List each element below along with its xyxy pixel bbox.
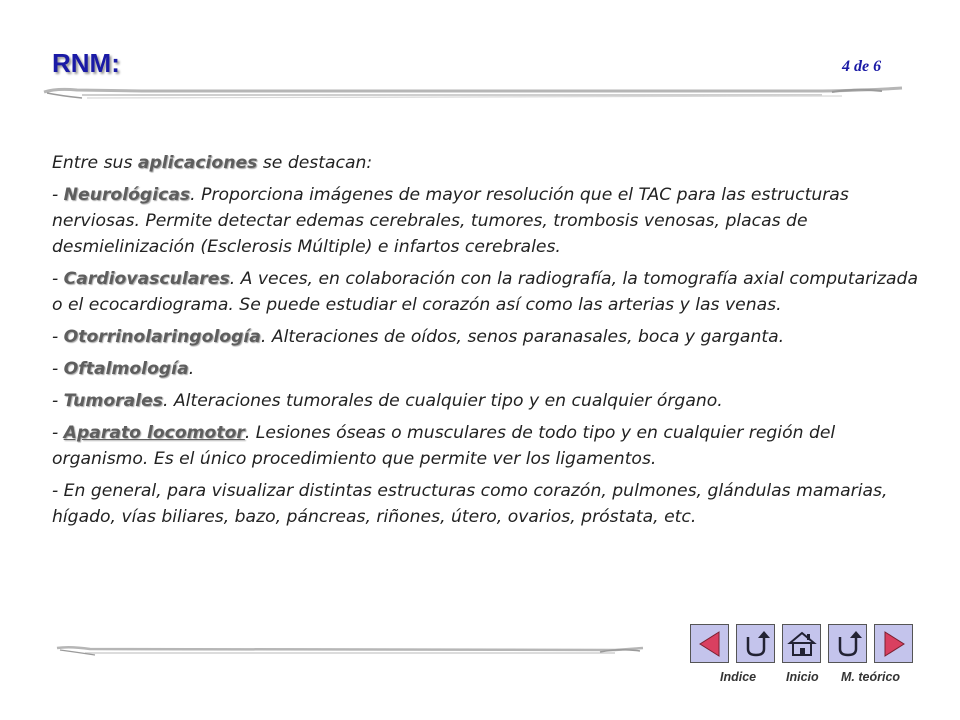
indice-link[interactable]: Indice bbox=[720, 670, 757, 684]
intro-highlight: aplicaciones bbox=[137, 153, 258, 173]
indice-button[interactable] bbox=[736, 624, 775, 663]
item-label: Oftalmología bbox=[63, 359, 189, 379]
item-cardiovasculares bbox=[52, 266, 922, 318]
item-text: . Lesiones óseas o musculares de todo tipo y en cualquier región del organismo. Es el único procedimiento que permite ver los ligamentos. bbox=[52, 423, 836, 469]
item-dash: - bbox=[52, 423, 64, 443]
item-label: Otorrinolaringología bbox=[63, 327, 261, 347]
arrow-left-icon bbox=[695, 629, 725, 659]
teorico-button[interactable] bbox=[828, 624, 867, 663]
item-label: Tumorales bbox=[63, 391, 163, 411]
page-indicator: 4 de 6 bbox=[842, 58, 882, 75]
item-text: . Alteraciones de oídos, senos paranasales, boca y garganta. bbox=[260, 327, 785, 347]
inicio-link[interactable]: Inicio bbox=[786, 670, 819, 684]
item-text: . A veces, en colaboración con la radiografía, la tomografía axial computarizada o el ecocardiograma. Se puede estudiar el corazón así como las arterias y las venas. bbox=[52, 269, 918, 315]
item-dash: - bbox=[52, 359, 64, 379]
item-neurologicas bbox=[52, 182, 922, 260]
intro-after: se destacan: bbox=[257, 153, 373, 173]
next-button[interactable] bbox=[874, 624, 913, 663]
item-tumorales bbox=[52, 388, 922, 414]
return-icon bbox=[741, 629, 771, 659]
bottom-divider bbox=[55, 642, 645, 660]
item-text: . Proporciona imágenes de mayor resolución que el TAC para las estructuras nerviosas. Permite detectar edemas cerebrales, tumores, trombosis venosas, placas de desmielinización (Esclerosis Múltiple) e infartos cerebrales. bbox=[52, 185, 849, 257]
item-dash: - bbox=[52, 391, 64, 411]
page-title: RNM: bbox=[52, 48, 120, 78]
inicio-button[interactable] bbox=[782, 624, 821, 663]
arrow-right-icon bbox=[879, 629, 909, 659]
item-oftalmologia bbox=[52, 356, 922, 382]
item-text: . Alteraciones tumorales de cualquier tipo y en cualquier órgano. bbox=[163, 391, 723, 411]
content-body bbox=[52, 150, 922, 536]
home-icon bbox=[787, 629, 817, 659]
item-text: . bbox=[188, 359, 195, 379]
item-dash: - bbox=[52, 327, 64, 347]
item-label: Neurológicas bbox=[63, 185, 191, 205]
return-icon bbox=[833, 629, 863, 659]
item-label: Cardiovasculares bbox=[63, 269, 230, 289]
item-dash: - bbox=[52, 185, 64, 205]
teorico-link[interactable]: M. teórico bbox=[841, 670, 901, 684]
item-dash: - bbox=[52, 269, 64, 289]
intro-before: Entre sus bbox=[52, 153, 138, 173]
general-paragraph: - En general, para visualizar distintas estructuras como corazón, pulmones, glándulas mamarias, hígado, vías biliares, bazo, páncreas, riñones, útero, ovarios, próstata, etc. bbox=[52, 481, 888, 527]
previous-button[interactable] bbox=[690, 624, 729, 663]
top-divider bbox=[42, 82, 907, 104]
item-aparato-locomotor bbox=[52, 420, 922, 472]
item-otorrinolaringologia bbox=[52, 324, 922, 350]
navigation-bar bbox=[690, 624, 913, 663]
item-label: Aparato locomotor bbox=[63, 423, 245, 443]
intro-paragraph bbox=[52, 150, 922, 176]
